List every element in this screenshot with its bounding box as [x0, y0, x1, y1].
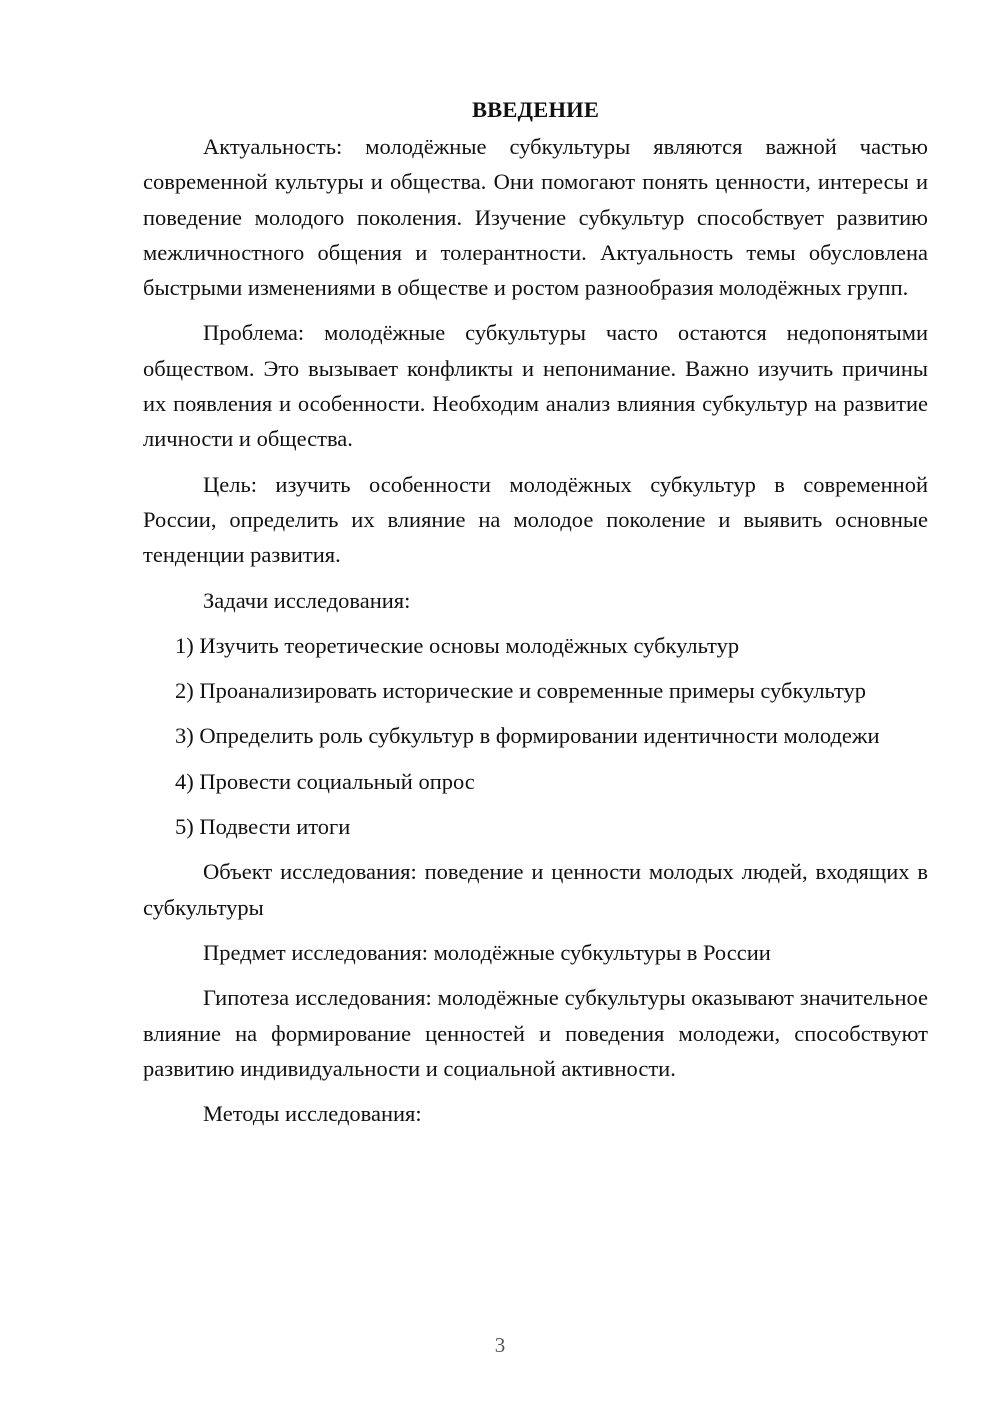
- paragraph-problem: Проблема: молодёжные субкультуры часто остаются недопонятыми обществом. Это вызывает конфликты и непонимание. Важно изучить причины их появления и особенности. Необходим анализ влияния субкультур на развитие личности и общества.: [143, 320, 928, 452]
- paragraph-goal: Цель: изучить особенности молодёжных субкультур в современной России, определить их влияние на молодое поколение и выявить основные тенденции развития.: [143, 471, 928, 568]
- paragraph-relevance: Актуальность: молодёжные субкультуры являются важной частью современной культуры и общества. Они помогают понять ценности, интересы и поведение молодого поколения. Изучение субкультур способствует развитию межличностного общения и толерантности. Актуальность темы обусловлена быстрыми изменениями в обществе и ростом разнообразия молодёжных групп.: [143, 134, 928, 301]
- paragraph-object: Объект исследования: поведение и ценности молодых людей, входящих в субкультуры: [143, 859, 928, 920]
- task-item-3: 3) Определить роль субкультур в формировании идентичности молодежи: [175, 723, 880, 749]
- page-number: 3: [494, 1333, 506, 1357]
- paragraph-methods: Методы исследования:: [203, 1101, 422, 1127]
- document-page: [143, 92, 928, 1141]
- task-item-2: 2) Проанализировать исторические и современные примеры субкультур: [175, 678, 866, 704]
- task-item-5: 5) Подвести итоги: [175, 814, 351, 840]
- paragraph-tasks-heading: Задачи исследования:: [203, 587, 411, 613]
- task-item-4: 4) Провести социальный опрос: [175, 768, 475, 794]
- section-title: ВВЕДЕНИЕ: [471, 97, 600, 122]
- task-item-1: 1) Изучить теоретические основы молодёжных субкультур: [175, 632, 740, 658]
- paragraph-subject: Предмет исследования: молодёжные субкультуры в России: [203, 939, 771, 965]
- paragraph-hypothesis: Гипотеза исследования: молодёжные субкультуры оказывают значительное влияние на формирование ценностей и поведения молодежи, способствуют развитию индивидуальности и социальной активности.: [143, 985, 928, 1081]
